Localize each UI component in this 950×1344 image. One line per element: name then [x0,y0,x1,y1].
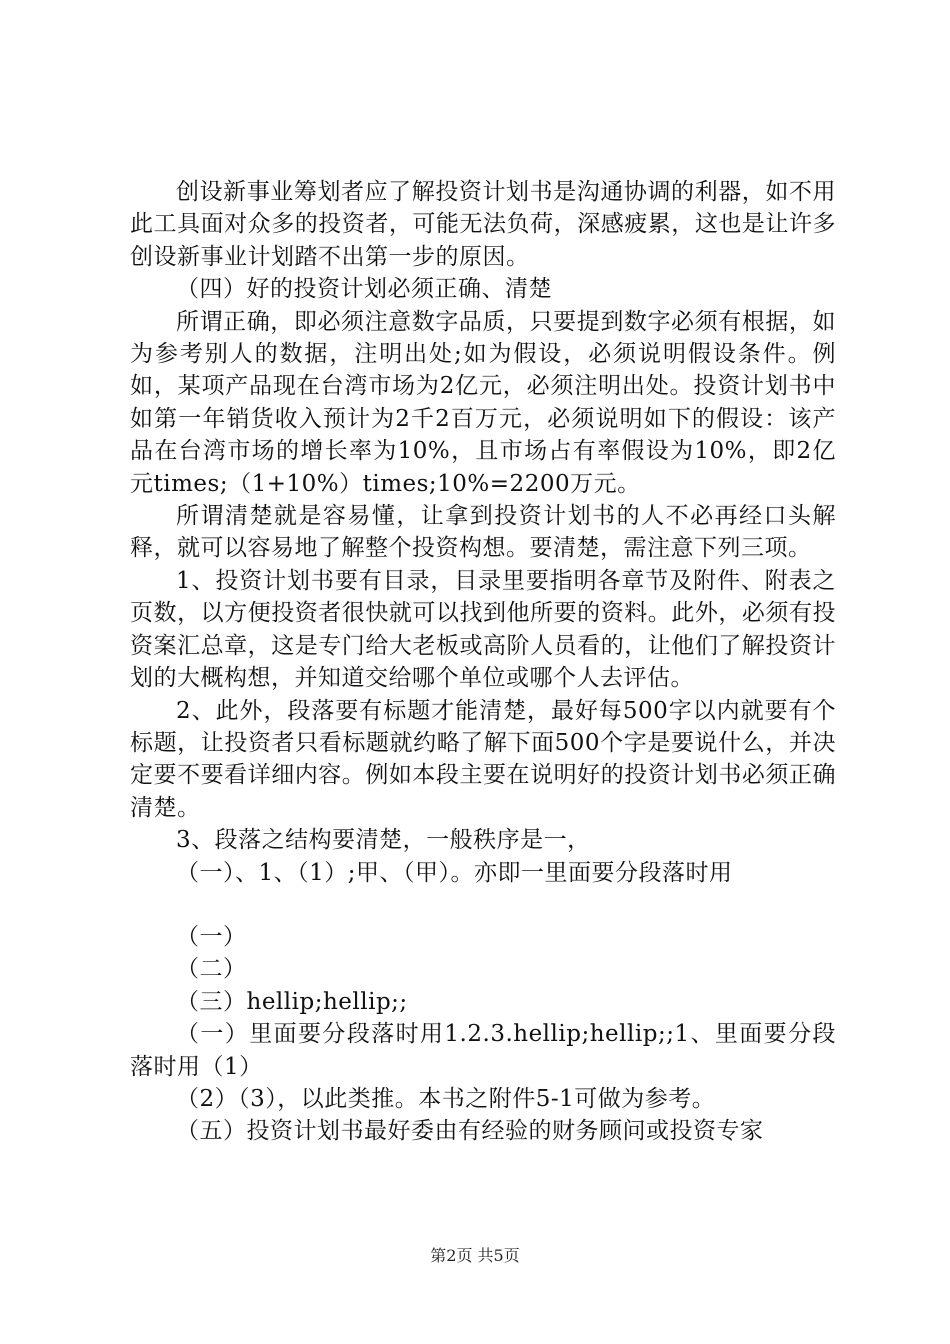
paragraph-subdivision: （一）里面要分段落时用1.2.3.hellip;hellip;;1、里面要分段落时用（1） [130,1021,836,1080]
paragraph-item-2: 2、此外，段落要有标题才能清楚，最好每500字以内就要有个标题，让投资者只看标题就约略了解下面500个字是要说什么，并决定要不要看详细内容。例如本段主要在说明好的投资计划书必须正确清楚。 [130,697,836,821]
paragraph-structure-order: （一）、1、（1）;甲、（甲）。亦即一里面要分段落时用 [176,859,733,886]
section-heading-five: （五）投资计划书最好委由有经验的财务顾问或投资专家 [176,1118,764,1145]
list-line-two: （二） [176,956,247,983]
section-heading-four: （四）好的投资计划必须正确、清楚 [176,276,552,303]
paragraph-item-3: 3、段落之结构要清楚，一般秩序是一， [176,827,591,854]
paragraph-clarity: 所谓清楚就是容易懂，让拿到投资计划书的人不必再经口头解释，就可以容易地了解整个投资构想。要清楚，需注意下列三项。 [130,503,836,562]
paragraph-intro: 创设新事业筹划者应了解投资计划书是沟通协调的利器，如不用此工具面对众多的投资者，可能无法负荷，深感疲累，这也是让许多创设新事业计划踏不出第一步的原因。 [130,179,836,270]
paragraph-analogy: （2）（3），以此类推。本书之附件5-1可做为参考。 [176,1085,716,1112]
paragraph-item-1: 1、投资计划书要有目录，目录里要指明各章节及附件、附表之页数，以方便投资者很快就可以找到他所要的资料。此外，必须有投资案汇总章，这是专门给大老板或高阶人员看的，让他们了解投资计划的大概构想，并知道交给哪个单位或哪个人去评估。 [130,567,836,692]
list-line-three: （三）hellip;hellip;; [176,988,408,1015]
paragraph-correctness: 所谓正确，即必须注意数字品质，只要提到数字必须有根据，如为参考别人的数据，注明出处;如为假设，必须说明假设条件。例如，某项产品现在台湾市场为2亿元，必须注明出处。投资计划书中如第一年销货收入预计为2千2百万元，必须说明如下的假设：该产品在台湾市场的增长率为10%，且市场占有率假设为10%，即2亿元times;（1+10%）times;10%=2200万元。 [130,308,836,497]
document-body [130,176,836,1148]
page-number-footer: 第2页 共5页 [430,1246,520,1265]
list-line-one: （一） [176,923,247,950]
